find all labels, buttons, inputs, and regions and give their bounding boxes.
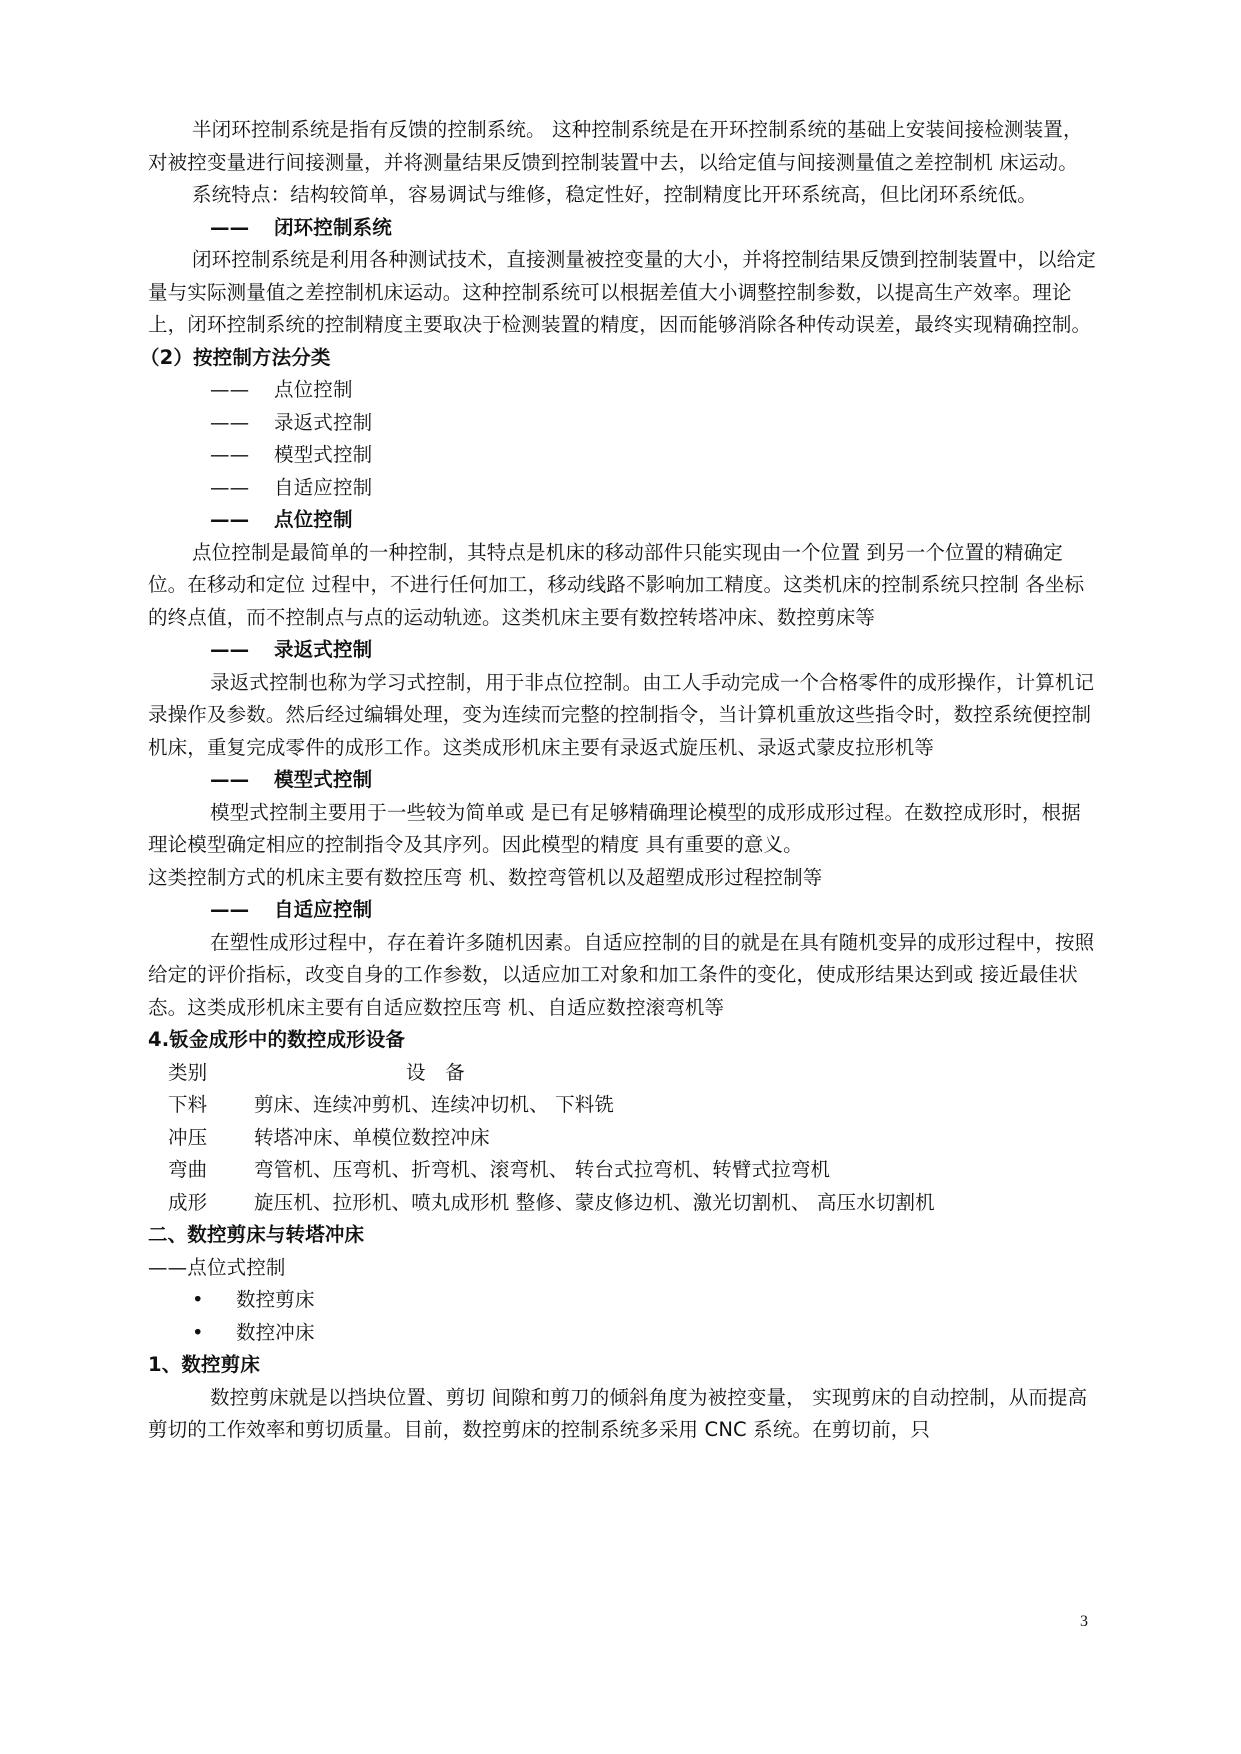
table-cell-category: 弯曲 <box>168 1158 208 1181</box>
list-item <box>148 407 1098 440</box>
table-header-row <box>148 1057 1098 1090</box>
paragraph-model-machines: 这类控制方式的机床主要有数控压弯 机、数控弯管机以及超塑成形过程控制等 <box>148 865 823 889</box>
heading-cnc-shear: 1、数控剪床 <box>148 1353 260 1376</box>
heading-text: 自适应控制 <box>274 898 373 921</box>
heading-record-control <box>148 634 1098 667</box>
paragraph-cnc-shear: 数控剪床就是以挡块位置、剪切 间隙和剪刀的倾斜角度为被控变量， 实现剪床的自动控制，从而提高剪切的工作效率和剪切质量。目前，数控剪床的控制系统多采用 CNC 系统。在剪切前，只 <box>148 1385 1088 1441</box>
heading-sheet-metal-equipment: 4.钣金成形中的数控成形设备 <box>148 1028 406 1051</box>
heading-model-control <box>148 764 1098 797</box>
paragraph-point-control: 点位控制是最简单的一种控制，其特点是机床的移动部件只能实现由一个位置 到另一个位置的精确定位。在移动和定位 过程中，不进行任何加工，移动线路不影响加工精度。这类机床的控制系统只控制 各坐标的终点值，而不控制点与点的运动轨迹。这类机床主要有数控转塔冲床、数控剪床等 <box>148 540 1085 629</box>
dash-marker: —— <box>210 378 250 401</box>
page-number: 3 <box>1080 1613 1088 1630</box>
paragraph-closed-loop: 闭环控制系统是利用各种测试技术，直接测量被控变量的大小，并将控制结果反馈到控制装置中，以给定量与实际测量值之差控制机床运动。这种控制系统可以根据差值大小调整控制参数，以提高生产效率。理论上，闭环控制系统的控制精度主要取决于检测装置的精度，因而能够消除各种传动误差，最终实现精确控制。 <box>148 248 1096 336</box>
paragraph-semi-closed-loop: 半闭环控制系统是指有反馈的控制系统。 这种控制系统是在开环控制系统的基础上安装间接检测装置，对被控变量进行间接测量，并将测量结果反馈到控制装置中去，以给定值与间接测量值之差控制机 床运动。 <box>148 118 1083 174</box>
bullet-label: 数控冲床 <box>236 1320 315 1344</box>
list-item <box>148 472 1098 505</box>
bullet-item <box>148 1284 1098 1317</box>
table-row <box>148 1122 1098 1155</box>
list-item <box>148 374 1098 407</box>
equipment-table <box>148 1057 1098 1220</box>
list-item-label: 模型式控制 <box>274 443 373 466</box>
bullet-label: 数控剪床 <box>236 1288 315 1311</box>
heading-text: 录返式控制 <box>274 638 373 661</box>
table-cell-category: 冲压 <box>168 1125 208 1149</box>
dash-marker: —— <box>210 768 250 791</box>
table-cell-equipment: 弯管机、压弯机、折弯机、滚弯机、 转台式拉弯机、转臂式拉弯机 <box>254 1158 831 1181</box>
table-cell-equipment: 剪床、连续冲剪机、连续冲切机、 下料铣 <box>254 1093 615 1116</box>
paragraph-system-features: 系统特点：结构较简单，容易调试与维修，稳定性好，控制精度比开环系统高，但比闭环系统低。 <box>192 183 1037 206</box>
bullet-icon: • <box>192 1320 204 1344</box>
table-row <box>148 1154 1098 1187</box>
dash-marker: —— <box>210 215 250 239</box>
list-item-label: 点位控制 <box>274 378 353 401</box>
heading-section-two: 二、数控剪床与转塔冲床 <box>148 1223 365 1246</box>
dash-marker: —— <box>210 475 250 499</box>
heading-closed-loop <box>148 212 1098 245</box>
heading-text: 模型式控制 <box>274 768 373 791</box>
heading-text: 点位控制 <box>274 508 353 531</box>
list-item-label: 录返式控制 <box>274 410 373 434</box>
table-header-equipment: 设 备 <box>406 1060 465 1084</box>
dash-marker: —— <box>210 410 250 434</box>
paragraph-model-control: 模型式控制主要用于一些较为简单或 是已有足够精确理论模型的成形成形过程。在数控成形时，根据理论模型确定相应的控制指令及其序列。因此模型的精度 具有重要的意义。 <box>148 800 1081 856</box>
document-page <box>140 114 1098 1447</box>
paragraph-adaptive-control: 在塑性成形过程中，存在着许多随机因素。自适应控制的目的就是在具有随机变异的成形过程中，按照给定的评价指标，改变自身的工作参数，以适应加工对象和加工条件的变化，使成形结果达到或 接近最佳状态。这类成形机床主要有自适应数控压弯 机、自适应数控滚弯机等 <box>148 930 1095 1019</box>
dash-marker: —— <box>210 443 250 466</box>
bullet-item <box>148 1317 1098 1350</box>
bullet-icon: • <box>192 1288 204 1311</box>
table-header-category: 类别 <box>168 1060 208 1084</box>
list-item <box>148 439 1098 472</box>
table-cell-category: 成形 <box>168 1190 208 1214</box>
table-row <box>148 1089 1098 1122</box>
heading-text: 闭环控制系统 <box>274 215 392 239</box>
heading-point-control <box>148 504 1098 537</box>
heading-by-control-method: （2）按控制方法分类 <box>140 345 331 369</box>
dash-marker: —— <box>210 898 250 921</box>
subheading-point-control: ——点位式控制 <box>148 1255 286 1279</box>
dash-marker: —— <box>210 508 250 531</box>
table-cell-equipment: 旋压机、拉形机、喷丸成形机 整修、蒙皮修边机、激光切割机、 高压水切割机 <box>254 1190 935 1214</box>
heading-adaptive-control <box>148 894 1098 927</box>
paragraph-record-control: 录返式控制也称为学习式控制，用于非点位控制。由工人手动完成一个合格零件的成形操作，计算机记录操作及参数。然后经过编辑处理，变为连续而完整的控制指令，当计算机重放这些指令时，数控系统便控制机床，重复完成零件的成形工作。这类成形机床主要有录返式旋压机、录返式蒙皮拉形机等 <box>148 670 1095 759</box>
table-cell-equipment: 转塔冲床、单模位数控冲床 <box>254 1125 490 1149</box>
table-row <box>148 1187 1098 1220</box>
table-cell-category: 下料 <box>168 1093 208 1116</box>
dash-marker: —— <box>210 638 250 661</box>
list-item-label: 自适应控制 <box>274 475 373 499</box>
